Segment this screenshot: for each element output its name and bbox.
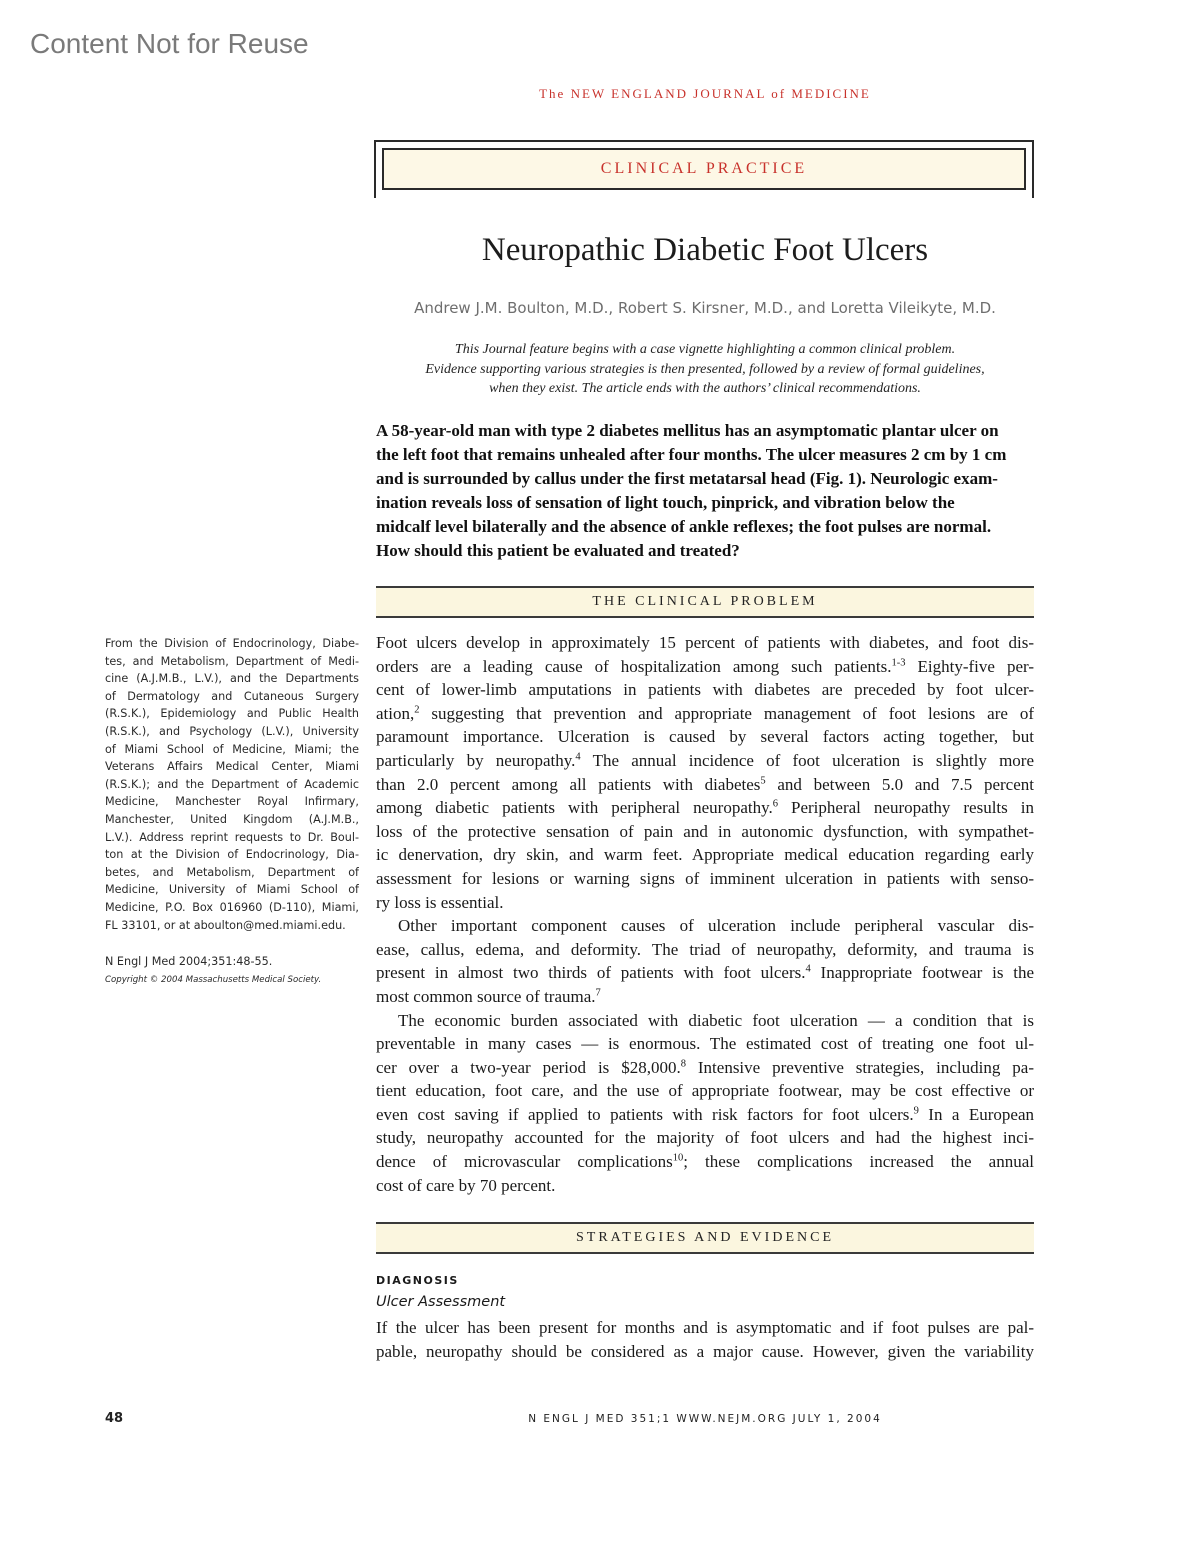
page-footer: N ENGL J MED 351;1 WWW.NEJM.ORG JULY 1, 2004 (528, 1413, 882, 1425)
affiliation-line: Medicine, P.O. Box 016960 (D-110), Miami, (105, 900, 359, 914)
body-text: suggesting that prevention and appropriate management of foot lesions are of (419, 703, 1034, 723)
body-text: loss of the protective sensation of pain and in autonomic dysfunction, with sympathet- (376, 821, 1034, 841)
body-line (376, 1079, 1034, 1103)
body-text: ation, (376, 703, 415, 723)
body-line (376, 914, 1034, 938)
body-line: pable, neuropathy should be considered as a major cause. However, given the variability (376, 1341, 1034, 1361)
diagnosis-heading: DIAGNOSIS (376, 1274, 459, 1287)
intro-line: when they exist. The article ends with the authors’ clinical recommendations. (489, 381, 921, 396)
body-text: Intensive preventive strategies, including pa- (685, 1057, 1034, 1077)
body-line (376, 725, 1034, 749)
affiliation-line: From the Division of Endocrinology, Diabe- (105, 637, 359, 650)
affiliation-line: Medicine, Manchester Royal Infirmary, (105, 795, 359, 809)
reference-superscript: 2 (414, 704, 420, 716)
vignette-line: A 58-year-old man with type 2 diabetes mellitus has an asymptomatic plantar ulcer on (376, 421, 999, 440)
affiliation-line: L.V.). Address reprint requests to Dr. Boul- (105, 830, 359, 844)
body-line (376, 1032, 1034, 1056)
vignette-line: How should this patient be evaluated and treated? (376, 541, 740, 560)
body-text: study, neuropathy accounted for the majority of foot ulcers and had the highest inci- (376, 1128, 1034, 1148)
diagnosis-body (376, 1316, 1034, 1363)
affiliation-line: of Miami School of Medicine, Miami; the (105, 742, 359, 756)
feature-intro (390, 340, 1020, 399)
section-banner (382, 148, 1026, 190)
reference-superscript: 9 (913, 1105, 919, 1117)
reference-superscript: 1-3 (891, 657, 906, 669)
body-text: orders are a leading cause of hospitalization among such patients. (376, 656, 892, 676)
body-text: Other important component causes of ulceration include peripheral vascular dis- (398, 916, 1034, 936)
body-text: Peripheral neuropathy results in (778, 798, 1034, 818)
vignette-line: the left foot that remains unhealed after four months. The ulcer measures 2 cm by 1 cm (376, 445, 1007, 464)
body-text: The economic burden associated with diabetic foot ulceration — a condition that is (398, 1010, 1034, 1030)
journal-masthead: The NEW ENGLAND JOURNAL of MEDICINE (539, 86, 871, 101)
affiliation-line: Manchester, United Kingdom (A.J.M.B., (105, 812, 359, 826)
affiliation-line: FL 33101, or at aboulton@med.miami.edu. (105, 918, 346, 932)
body-text: In a European (918, 1104, 1034, 1124)
intro-line: Evidence supporting various strategies is then presented, followed by a review of formal guidelines, (425, 361, 985, 377)
affiliation-line: Veterans Affairs Medical Center, Miami (105, 760, 359, 774)
copyright-notice: Copyright © 2004 Massachusetts Medical Society. (105, 975, 322, 985)
body-text: Inappropriate footwear is the (810, 963, 1034, 983)
body-text: paramount importance. Ulceration is caused by several factors acting together, but (376, 727, 1034, 747)
article-title: Neuropathic Diabetic Foot Ulcers (481, 232, 929, 268)
body-line (376, 655, 1034, 679)
body-text: preventable in many cases — is enormous. The estimated cost of treating one foot ul- (376, 1034, 1034, 1054)
intro-line: This Journal feature begins with a case vignette highlighting a common clinical problem. (454, 342, 956, 357)
vignette-line: and is surrounded by callus under the first metatarsal head (Fig. 1). Neurologic exam- (376, 469, 998, 488)
body-line (376, 1174, 1034, 1198)
reference-superscript: 10 (672, 1152, 684, 1164)
body-line (376, 891, 1034, 915)
affiliation-line: ton at the Division of Endocrinology, Dia- (105, 848, 359, 862)
body-text: even cost saving if applied to patients with risk factors for foot ulcers. (376, 1104, 914, 1124)
page-number: 48 (105, 1411, 124, 1426)
vignette-line: midcalf level bilaterally and the absence of ankle reflexes; the foot pulses are normal. (376, 517, 992, 536)
affiliation-line: cine (A.J.M.B., L.V.), and the Departments (105, 672, 359, 686)
body-text: most common source of trauma. (376, 986, 596, 1006)
body-line (376, 1126, 1034, 1150)
body-text: dence of microvascular complications (376, 1152, 673, 1172)
article-authors: Andrew J.M. Boulton, M.D., Robert S. Kirsner, M.D., and Loretta Vileikyte, M.D. (414, 299, 996, 317)
affiliation-line: (R.S.K.), Epidemiology and Public Health (105, 707, 359, 721)
body-text: than 2.0 percent among all patients with diabetes (376, 774, 761, 794)
body-line (376, 773, 1034, 797)
body-text: ic denervation, dry skin, and warm feet. Appropriate medical education regarding early (376, 845, 1034, 865)
section-label: CLINICAL PRACTICE (600, 160, 808, 177)
clinical-problem-body (376, 631, 1034, 1197)
body-line (376, 631, 1034, 655)
body-text: assessment for lesions or warning signs of imminent ulceration in patients with senso- (376, 868, 1034, 888)
body-line: If the ulcer has been present for months and is asymptomatic and if foot pulses are pal- (376, 1318, 1034, 1337)
case-vignette (376, 419, 1034, 563)
reference-superscript: 4 (805, 964, 811, 975)
body-text: ry loss is essential. (376, 892, 504, 912)
reference-superscript: 6 (772, 798, 779, 810)
body-text: ease, callus, edema, and deformity. The triad of neuropathy, deformity, and trauma is (376, 939, 1034, 959)
body-line (376, 678, 1034, 702)
body-text: present in almost two thirds of patients with foot ulcers. (376, 963, 806, 983)
body-text: ; these complications increased the annual (683, 1152, 1034, 1172)
body-line (376, 820, 1034, 844)
vignette-line: ination reveals loss of sensation of light touch, pinprick, and vibration below the (376, 493, 955, 512)
article-citation: N Engl J Med 2004;351:48-55. (105, 955, 273, 968)
body-line (376, 1103, 1034, 1127)
body-line (376, 749, 1034, 773)
reference-superscript: 8 (680, 1058, 686, 1070)
affiliation-line: betes, and Metabolism, Department of (105, 865, 359, 879)
body-line (376, 1009, 1034, 1033)
body-line (376, 702, 1034, 726)
author-affiliations (105, 635, 359, 934)
affiliation-line: tes, and Metabolism, Department of Medi- (105, 654, 359, 668)
body-text: tient education, foot care, and the use of appropriate footwear, may be cost effective or (376, 1081, 1034, 1101)
watermark: Content Not for Reuse (30, 28, 309, 59)
affiliation-line: (R.S.K.); and the Department of Academic (105, 777, 359, 791)
reference-superscript: 5 (760, 775, 766, 787)
body-text: Foot ulcers develop in approximately 15 percent of patients with diabetes, and foot dis- (376, 633, 1034, 652)
body-line (376, 1056, 1034, 1080)
body-text: Eighty-five per- (905, 656, 1034, 676)
affiliation-line: Medicine, University of Miami School of (105, 883, 359, 897)
section-heading-strategies: STRATEGIES AND EVIDENCE (376, 1222, 1034, 1254)
body-text: cer over a two-year period is $28,000. (376, 1057, 681, 1077)
body-line (376, 938, 1034, 962)
body-text: cent of lower-limb amputations in patients with diabetes are preceded by foot ulcer- (376, 680, 1034, 700)
ulcer-assessment-heading: Ulcer Assessment (376, 1294, 506, 1310)
body-text: The annual incidence of foot ulceration is slightly more (580, 750, 1034, 770)
affiliation-line: (R.S.K.), and Psychology (L.V.), University (105, 724, 359, 738)
body-text: among diabetic patients with peripheral neuropathy. (376, 798, 773, 818)
body-line (376, 1150, 1034, 1174)
reference-superscript: 4 (575, 751, 581, 763)
affiliation-line: of Dermatology and Cutaneous Surgery (105, 689, 359, 703)
section-heading-clinical-problem: THE CLINICAL PROBLEM (376, 586, 1034, 618)
body-text: and between 5.0 and 7.5 percent (765, 774, 1034, 794)
body-text: cost of care by 70 percent. (376, 1175, 556, 1195)
body-line (376, 867, 1034, 891)
body-text: particularly by neuropathy. (376, 750, 576, 770)
body-line (376, 985, 1034, 1009)
body-line (376, 843, 1034, 867)
body-line (376, 796, 1034, 820)
section-banner-frame (374, 140, 1034, 198)
body-line (376, 961, 1034, 985)
reference-superscript: 7 (595, 987, 601, 999)
